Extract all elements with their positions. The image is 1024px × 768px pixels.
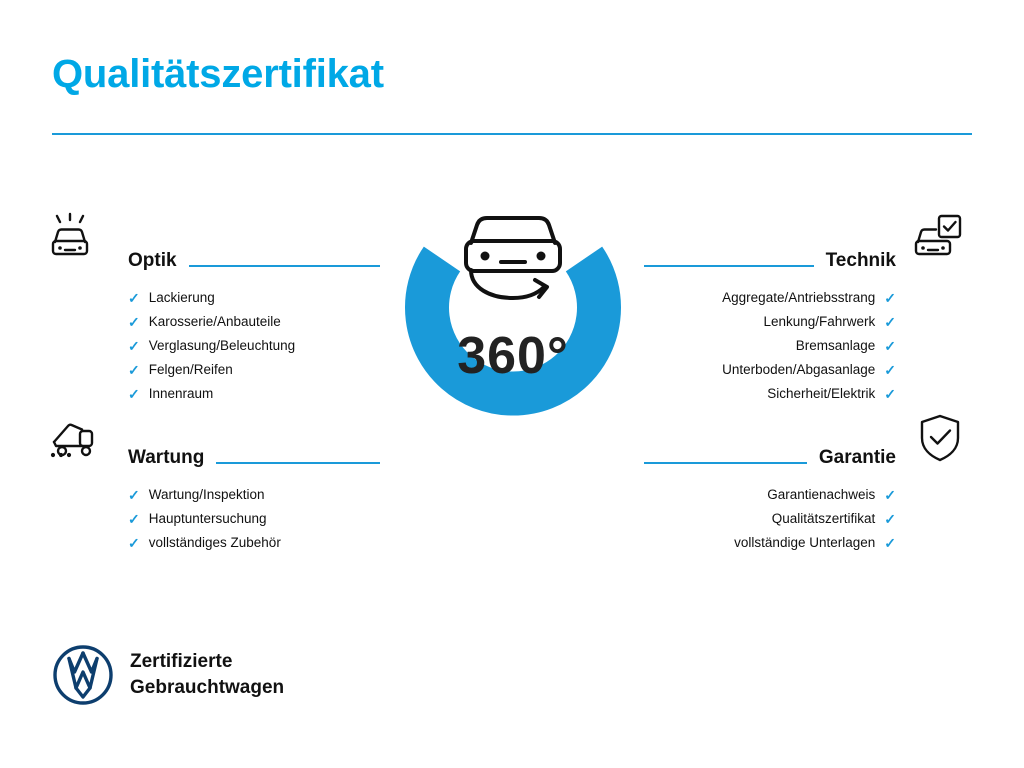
list-item (644, 310, 896, 334)
section-wartung-header (128, 427, 380, 469)
check-icon: ✓ (884, 338, 896, 354)
list-item-label: Lenkung/Fahrwerk (763, 314, 876, 329)
list-item-label: Karosserie/Anbauteile (148, 314, 281, 329)
section-technik-title: Technik (825, 250, 896, 271)
list-item (128, 286, 380, 310)
car-rotation-icon (466, 218, 560, 298)
list-item (128, 334, 380, 358)
list-item (128, 358, 380, 382)
list-item-label: Innenraum (148, 386, 214, 401)
list-item (128, 507, 380, 531)
section-technik-header (644, 230, 896, 272)
check-icon: ✓ (884, 511, 896, 527)
list-item (644, 286, 896, 310)
check-icon: ✓ (884, 535, 896, 551)
section-garantie-divider (644, 462, 807, 464)
check-icon: ✓ (884, 487, 896, 503)
section-technik-divider (644, 265, 814, 267)
check-icon: ✓ (128, 535, 140, 551)
list-item-label: Aggregate/Antriebsstrang (722, 290, 876, 305)
section-garantie-header (644, 427, 896, 469)
section-wartung-list (128, 483, 380, 555)
section-technik (644, 230, 896, 422)
check-icon: ✓ (128, 386, 140, 402)
check-icon: ✓ (128, 511, 140, 527)
list-item-label: vollständiges Zubehör (148, 535, 281, 550)
title-divider (52, 133, 972, 135)
footer-brand (52, 644, 284, 706)
list-item-label: Garantienachweis (767, 487, 876, 502)
car-lift-icon (48, 412, 112, 468)
list-item-label: Unterboden/Abgasanlage (722, 362, 876, 377)
list-item-label: Bremsanlage (795, 338, 876, 353)
list-item-label: Hauptuntersuchung (148, 511, 267, 526)
section-technik-list (644, 286, 896, 406)
section-wartung (128, 427, 380, 571)
shield-check-icon (916, 412, 980, 468)
list-item (128, 382, 380, 406)
check-icon: ✓ (884, 362, 896, 378)
check-icon: ✓ (128, 362, 140, 378)
list-item (644, 382, 896, 406)
check-icon: ✓ (884, 290, 896, 306)
section-garantie-title: Garantie (818, 447, 896, 468)
list-item-label: vollständige Unterlagen (734, 535, 876, 550)
section-optik-list (128, 286, 380, 406)
check-icon: ✓ (884, 386, 896, 402)
footer-line-2: Gebrauchtwagen (130, 677, 285, 698)
list-item (644, 507, 896, 531)
check-icon: ✓ (884, 314, 896, 330)
degrees-label: 360° (457, 327, 569, 385)
section-garantie-list (644, 483, 896, 555)
list-item (644, 358, 896, 382)
list-item-label: Sicherheit/Elektrik (767, 386, 876, 401)
list-item (644, 483, 896, 507)
section-garantie (644, 427, 896, 571)
vw-logo-icon (52, 644, 114, 706)
list-item-label: Lackierung (148, 290, 215, 305)
section-wartung-divider (216, 462, 380, 464)
footer-line-1: Zertifizierte (130, 651, 233, 672)
section-optik (128, 230, 380, 422)
list-item (644, 531, 896, 555)
section-optik-divider (189, 265, 380, 267)
list-item-label: Verglasung/Beleuchtung (148, 338, 296, 353)
section-wartung-title: Wartung (128, 447, 205, 468)
car-front-shine-icon (48, 212, 112, 268)
check-icon: ✓ (128, 290, 140, 306)
section-optik-header (128, 230, 380, 272)
list-item-label: Wartung/Inspektion (148, 487, 265, 502)
footer-text (130, 649, 284, 701)
list-item (644, 334, 896, 358)
check-icon: ✓ (128, 487, 140, 503)
list-item (128, 310, 380, 334)
check-icon: ✓ (128, 314, 140, 330)
360-check-badge (378, 196, 648, 496)
car-checklist-icon (912, 212, 976, 268)
list-item (128, 483, 380, 507)
arc-label: Gebrauchtwagen-Check (416, 379, 610, 470)
list-item (128, 531, 380, 555)
list-item-label: Qualitätszertifikat (771, 511, 876, 526)
page-title: Qualitätszertifikat (52, 52, 384, 96)
section-optik-title: Optik (128, 250, 177, 271)
list-item-label: Felgen/Reifen (148, 362, 233, 377)
check-icon: ✓ (128, 338, 140, 354)
